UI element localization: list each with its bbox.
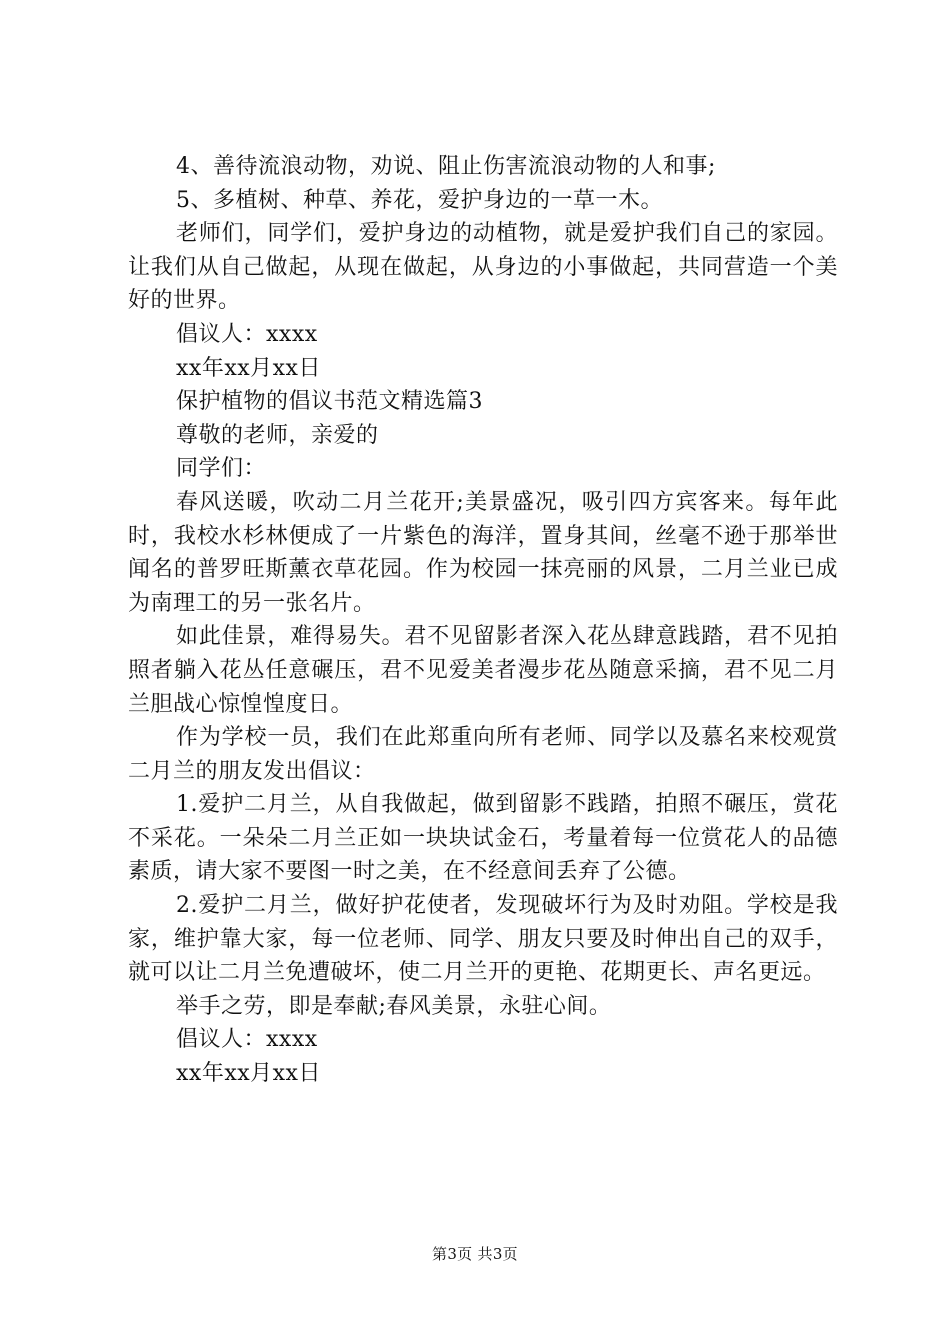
paragraph-proposal-2: 2.爱护二月兰，做好护花使者，发现破坏行为及时劝阻。学校是我家，维护靠大家，每一位老师、同学、朋友只要及时伸出自己的双手，就可以让二月兰免遭破坏，使二月兰开的更艳、花期更长、声名更远。 <box>128 893 838 986</box>
paragraph-spring-scene: 春风送暖，吹动二月兰花开;美景盛况，吸引四方宾客来。每年此时，我校水杉林便成了一片紫色的海洋，置身其间，丝毫不逊于那举世闻名的普罗旺斯薰衣草花园。作为校园一抹亮丽的风景，二月兰业已成为南理工的另一张名片。 <box>128 489 838 616</box>
salutation-line-2: 同学们： <box>176 456 267 482</box>
signature-initiator-2: 倡议人：xxxx <box>176 1027 318 1053</box>
page-footer <box>0 1244 950 1264</box>
paragraph-item-5: 5、多植树、种草、养花，爱护身边的一草一木。 <box>176 187 663 213</box>
document-body <box>128 150 838 1091</box>
signature-date-2: xx年xx月xx日 <box>176 1061 321 1087</box>
paragraph-damage: 如此佳景，难得易失。君不见留影者深入花丛肆意践踏，君不见拍照者躺入花丛任意碾压，君不见爱美者漫步花丛随意采摘，君不见二月兰胆战心惊惶惶度日。 <box>128 624 838 717</box>
signature-date: xx年xx月xx日 <box>176 355 321 381</box>
paragraph-closing-appeal: 老师们，同学们，爱护身边的动植物，就是爱护我们自己的家园。让我们从自己做起，从现在做起，从身边的小事做起，共同营造一个美好的世界。 <box>128 221 838 314</box>
paragraph-conclusion: 举手之劳，即是奉献;春风美景，永驻心间。 <box>176 993 612 1019</box>
paragraph-item-4: 4、善待流浪动物，劝说、阻止伤害流浪动物的人和事; <box>176 154 716 179</box>
section-title: 保护植物的倡议书范文精选篇3 <box>176 389 483 415</box>
paragraph-proposal-intro: 作为学校一员，我们在此郑重向所有老师、同学以及慕名来校观赏二月兰的朋友发出倡议： <box>128 725 838 784</box>
signature-initiator: 倡议人：xxxx <box>176 321 318 347</box>
paragraph-proposal-1: 1.爱护二月兰，从自我做起，做到留影不践踏，拍照不碾压，赏花不采花。一朵朵二月兰正如一块块试金石，考量着每一位赏花人的品德素质，请大家不要图一时之美，在不经意间丢弃了公德。 <box>128 792 838 885</box>
salutation-line-1: 尊敬的老师，亲爱的 <box>176 422 379 448</box>
page-number-label: 第3页 共3页 <box>432 1245 518 1263</box>
